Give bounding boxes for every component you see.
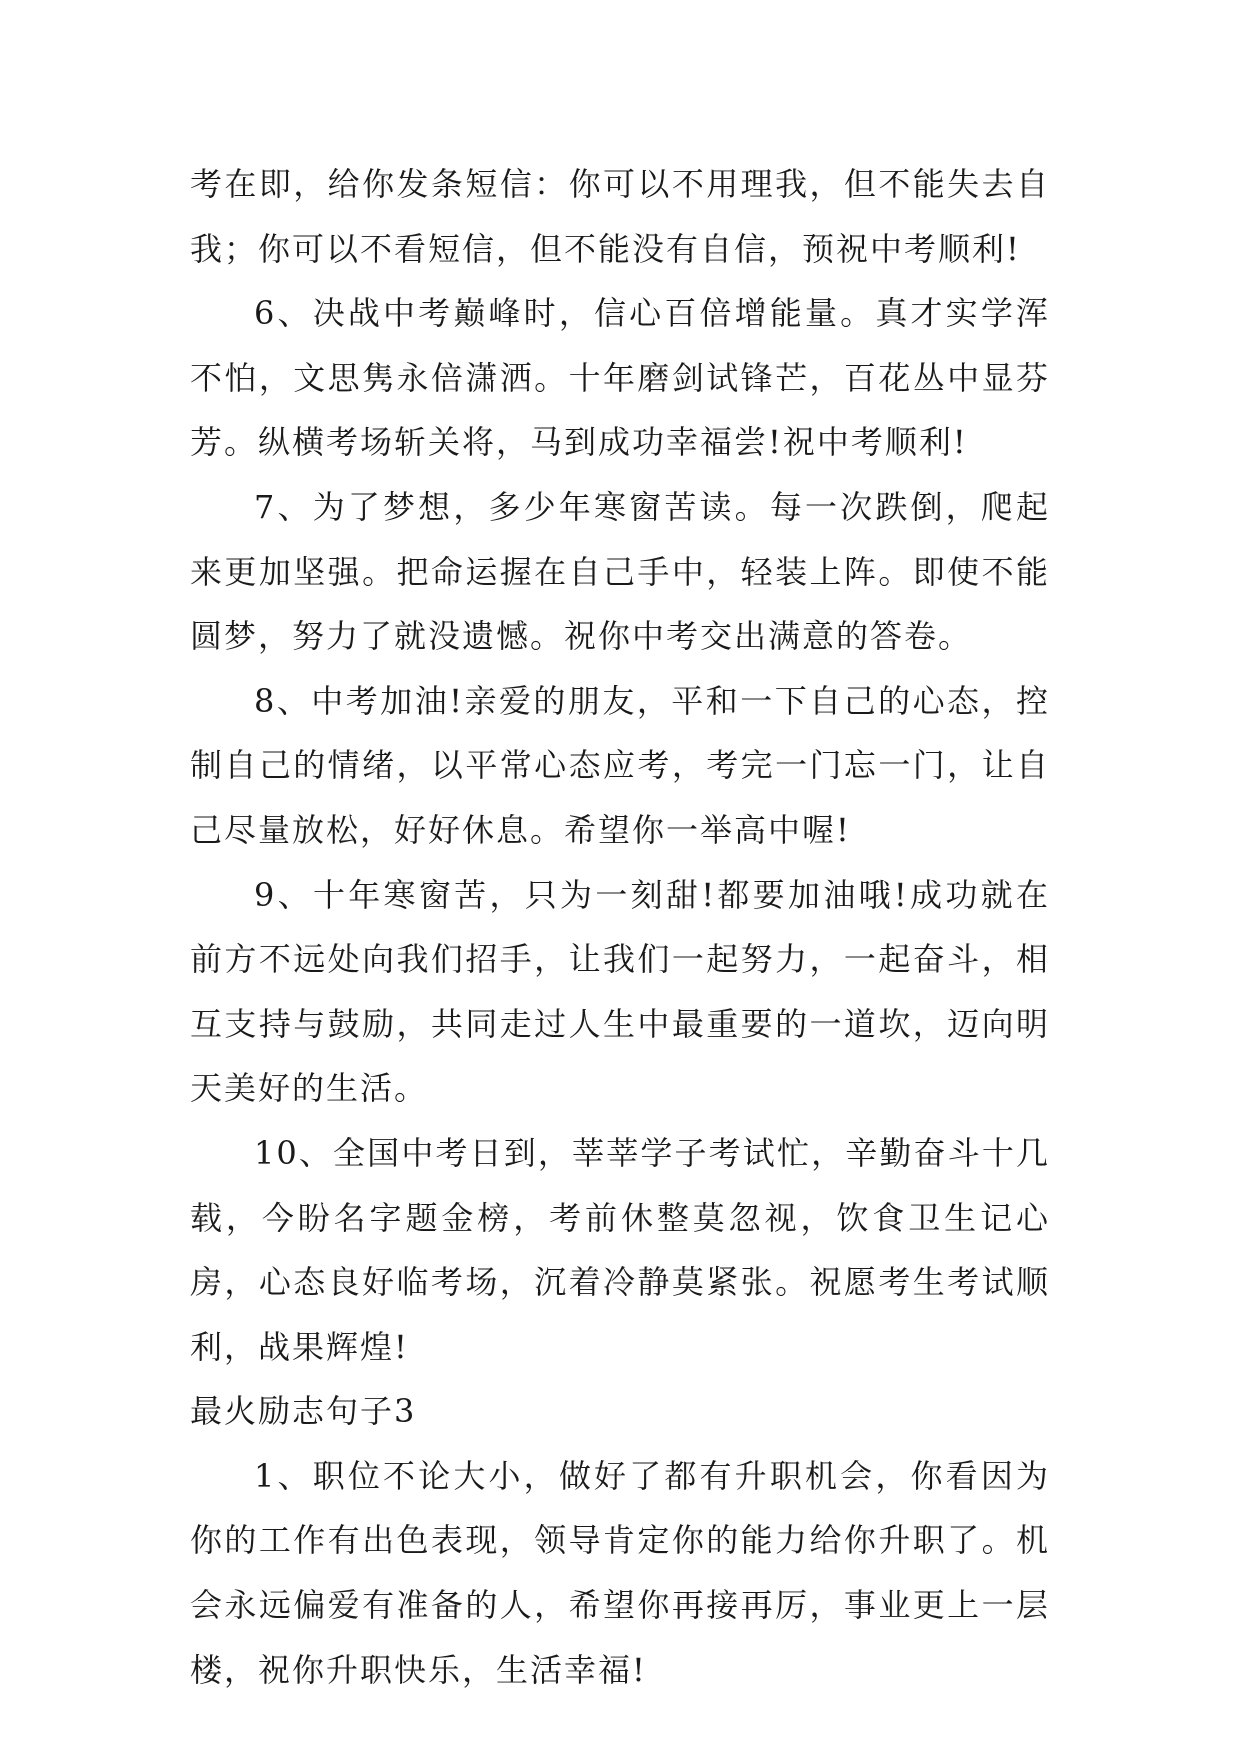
- paragraph-item-7: 7、为了梦想，多少年寒窗苦读。每一次跌倒，爬起来更加坚强。把命运握在自己手中，轻装上阵。即使不能圆梦，努力了就没遗憾。祝你中考交出满意的答卷。: [190, 487, 1050, 656]
- section-paragraph-item-1: 1、职位不论大小，做好了都有升职机会，你看因为你的工作有出色表现，领导肯定你的能力给你升职了。机会永远偏爱有准备的人，希望你再接再厉，事业更上一层楼，祝你升职快乐，生活幸福!: [190, 1456, 1050, 1689]
- paragraph-item-10: 10、全国中考日到，莘莘学子考试忙，辛勤奋斗十几载，今盼名字题金榜，考前休整莫忽视，饮食卫生记心房，心态良好临考场，沉着冷静莫紧张。祝愿考生考试顺利，战果辉煌!: [190, 1133, 1050, 1366]
- section-heading: 最火励志句子3: [190, 1392, 417, 1431]
- paragraph-item-6: 6、决战中考巅峰时，信心百倍增能量。真才实学浑不怕，文思隽永倍潇洒。十年磨剑试锋芒，百花丛中显芬芳。纵横考场斩关将，马到成功幸福尝!祝中考顺利!: [190, 294, 1050, 462]
- paragraph-item-9: 9、十年寒窗苦，只为一刻甜!都要加油哦!成功就在前方不远处向我们招手，让我们一起努力，一起奋斗，相互支持与鼓励，共同走过人生中最重要的一道坎，迈向明天美好的生活。: [190, 875, 1050, 1108]
- document-body: [190, 152, 1050, 1702]
- paragraph-item-8: 8、中考加油!亲爱的朋友，平和一下自己的心态，控制自己的情绪，以平常心态应考，考完一门忘一门，让自己尽量放松，好好休息。希望你一举高中喔!: [190, 681, 1050, 849]
- paragraph-intro: 考在即，给你发条短信：你可以不用理我，但不能失去自我；你可以不看短信，但不能没有自信，预祝中考顺利!: [190, 165, 1050, 268]
